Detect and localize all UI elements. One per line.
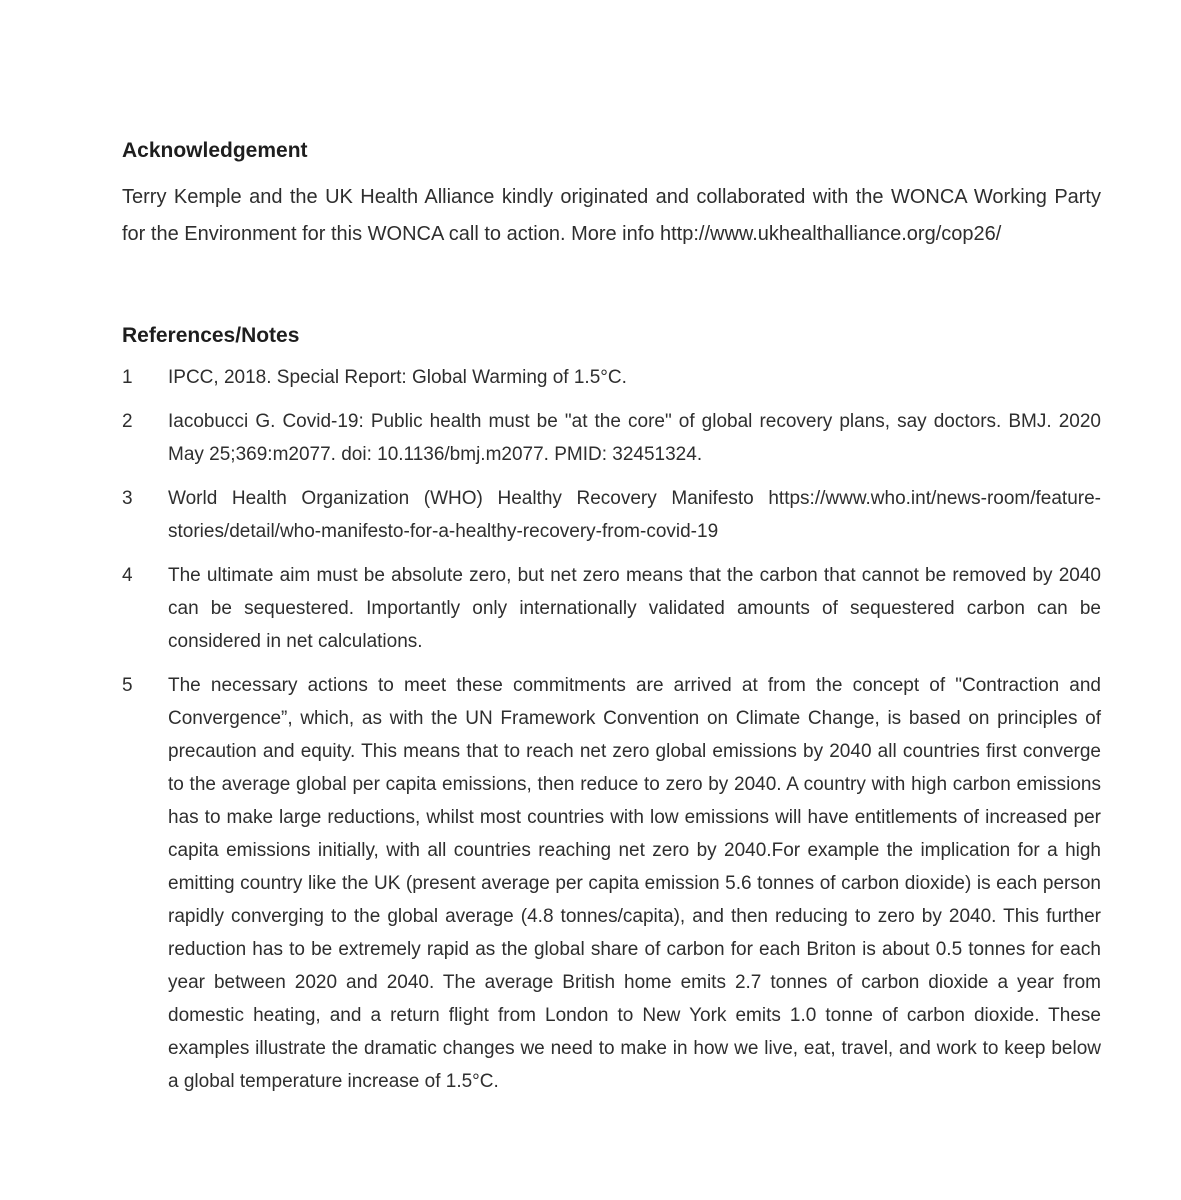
document-page — [122, 137, 1101, 1109]
reference-item — [122, 482, 1101, 548]
reference-text: The necessary actions to meet these commitments are arrived at from the concept of "Contraction and Convergence”, which, as with the UN Framework Convention on Climate Change, is based on principles of precaution and equity. This means that to reach net zero global emissions by 2040 all countries first converge to the average global per capita emissions, then reduce to zero by 2040. A country with high carbon emissions has to make large reductions, whilst most countries with low emissions will have entitlements of increased per capita emissions initially, with all countries reaching net zero by 2040.For example the implication for a high emitting country like the UK (present average per capita emission 5.6 tonnes of carbon dioxide) is each person rapidly converging to the global average (4.8 tonnes/capita), and then reducing to zero by 2040. This further reduction has to be extremely rapid as the global share of carbon for each Briton is about 0.5 tonnes for each year between 2020 and 2040. The average British home emits 2.7 tonnes of carbon dioxide a year from domestic heating, and a return flight from London to New York emits 1.0 tonne of carbon dioxide. These examples illustrate the dramatic changes we need to make in how we live, eat, travel, and work to keep below a global temperature increase of 1.5°C. — [168, 675, 1101, 1092]
reference-number: 4 — [122, 565, 133, 586]
reference-text: IPCC, 2018. Special Report: Global Warming of 1.5°C. — [168, 367, 627, 388]
reference-number: 1 — [122, 367, 133, 388]
acknowledgement-section — [122, 137, 1101, 252]
reference-number: 5 — [122, 675, 133, 696]
reference-item — [122, 405, 1101, 471]
reference-text: World Health Organization (WHO) Healthy Recovery Manifesto https://www.who.int/news-room/feature-stories/detail/who-manifesto-for-a-healthy-recovery-from-covid-19 — [168, 488, 1101, 542]
reference-item — [122, 559, 1101, 658]
reference-item — [122, 669, 1101, 1098]
reference-text: The ultimate aim must be absolute zero, but net zero means that the carbon that cannot be removed by 2040 can be sequestered. Importantly only internationally validated amounts of sequestered carbon can be considered in net calculations. — [168, 565, 1101, 652]
references-heading: References/Notes — [122, 324, 300, 347]
references-section — [122, 322, 1101, 1098]
acknowledgement-body: Terry Kemple and the UK Health Alliance kindly originated and collaborated with the WONCA Working Party for the Environment for this WONCA call to action. More info http://www.ukhealthalliance.org/cop26/ — [122, 186, 1101, 245]
reference-number: 3 — [122, 488, 133, 509]
acknowledgement-heading: Acknowledgement — [122, 139, 308, 162]
reference-text: Iacobucci G. Covid-19: Public health must be "at the core" of global recovery plans, say doctors. BMJ. 2020 May 25;369:m2077. doi: 10.1136/bmj.m2077. PMID: 32451324. — [168, 411, 1101, 465]
reference-number: 2 — [122, 411, 133, 432]
reference-item — [122, 361, 1101, 394]
references-list — [122, 361, 1101, 1098]
